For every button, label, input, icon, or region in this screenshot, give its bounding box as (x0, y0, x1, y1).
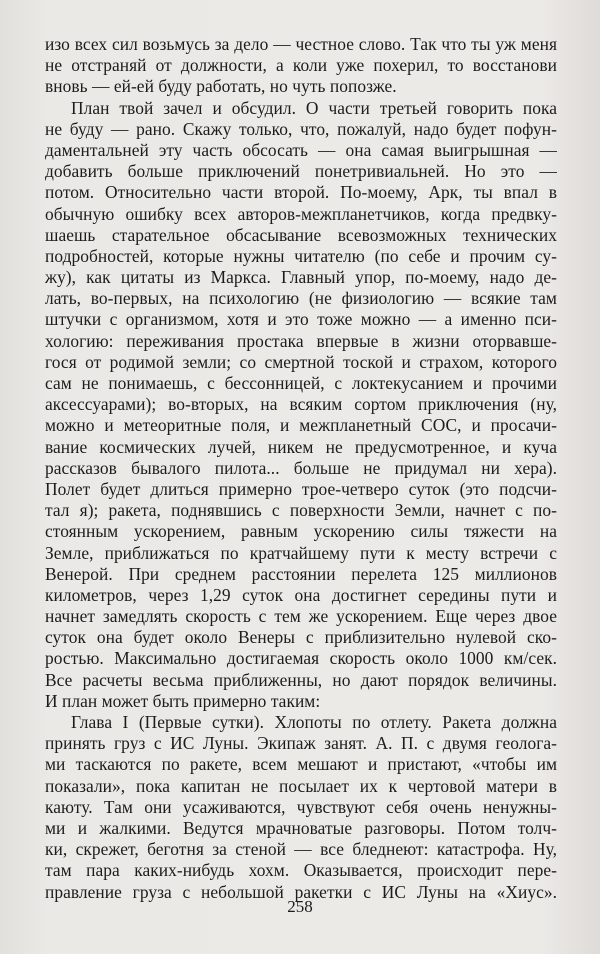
text-line: не отстраняй от должности, а коли уже похерил, то восстанови (45, 55, 557, 76)
text-line: ми и жалкими. Ведутся мрачноватые разговоры. Потом толч- (45, 817, 557, 838)
text-line: Глава I (Первые сутки). Хлопоты по отлету. Ракета должна (71, 712, 557, 732)
text-line: обычную ошибку всех авторов-межпланетчиков, когда предвку- (45, 203, 557, 224)
text-line: тал я); ракета, поднявшись с поверхности Земли, начнет с по- (45, 500, 557, 521)
text-line: Земле, приближаться по кратчайшему пути к месту встречи с (45, 542, 557, 563)
text-line: ки, скрежет, беготня за стеной — все бледнеют: катастрофа. Ну, (45, 839, 557, 860)
body-text (45, 34, 557, 903)
text-line: лать, во-первых, на психологию (не физиологию — всякие там (45, 288, 557, 309)
text-line: там пара каких-нибудь хохм. Оказывается, происходит пере- (45, 860, 557, 881)
text-line: жу), как цитаты из Маркса. Главный упор, по-моему, надо де- (45, 267, 557, 288)
text-line: И план может быть примерно таким: (45, 690, 321, 711)
text-line: даментальней эту часть обсосать — она самая выигрышная — (45, 139, 557, 160)
text-line: правление груза с небольшой ракетки с ИС Луны на «Хиус». (45, 881, 557, 902)
text-line: ми таскаются по ракете, всем мешают и пристают, «чтобы им (45, 754, 557, 775)
text-line: стоянным ускорением, равным ускорению силы тяжести на (45, 521, 557, 542)
text-line: аксессуарами); во-вторых, на всяким сортом приключения (ну, (45, 394, 557, 415)
text-line: сам не понимаешь, с бессонницей, с локтекусанием и прочими (45, 373, 557, 393)
text-line: вновь — ей-ей буду работать, но чуть попозже. (45, 76, 397, 97)
text-line: начнет замедлять скорость с тем же ускорением. Еще через двое (45, 606, 557, 627)
text-line: можно и метеоритные поля, и межпланетный СОС, и просачи- (45, 415, 557, 436)
text-line: рассказов бывалого пилота... больше не придумал ни хера). (45, 457, 557, 478)
text-line: принять груз с ИС Луны. Экипаж занят. А. П. с двумя геолога- (45, 733, 557, 754)
text-line: шаешь старательное обсасывание всевозможных технических (45, 224, 557, 245)
text-line: вание космических лучей, никем не предусмотренное, и куча (45, 436, 557, 457)
text-line: суток она будет около Венеры с приблизительно нулевой ско- (45, 627, 557, 648)
text-line: штучки с организмом, хотя и это тоже можно — а именно пси- (45, 309, 557, 330)
text-line: потом. Относительно части второй. По-моему, Арк, ты впал в (45, 182, 557, 203)
text-line: хологию: переживания простака впервые в жизни оторвавше- (45, 330, 557, 351)
page-number: 258 (287, 897, 313, 916)
text-line: километров, через 1,29 суток она достигнет середины пути и (45, 584, 557, 605)
text-line: Венерой. При среднем расстоянии перелета 125 миллионов (45, 563, 557, 584)
text-line: ростью. Максимально достигаемая скорость около 1000 км/сек. (45, 648, 557, 669)
text-line: не буду — рано. Скажу только, что, пожалуй, надо будет пофун- (45, 118, 557, 139)
text-line: каюту. Там они усаживаются, чувствуют себя очень ненужны- (45, 796, 557, 817)
text-line: План твой зачел и обсудил. О части третьей говорить пока (71, 97, 557, 118)
text-line: показали», пока капитан не посылает их к чертовой матери в (45, 775, 557, 796)
text-line: добавить больше приключений понетривиальней. Но это — (45, 161, 557, 182)
text-line: Все расчеты весьма приближенны, но дают порядок величины. (45, 669, 557, 690)
text-line: Полет будет длиться примерно трое-четверо суток (это подсчи- (45, 478, 557, 499)
text-line: изо всех сил возьмусь за дело — честное слово. Так что ты уж меня (45, 34, 557, 54)
text-line: гося от родимой земли; со смертной тоской и страхом, которого (45, 351, 557, 372)
text-line: подробностей, которые нужны читателю (по себе и прочим су- (45, 245, 557, 266)
